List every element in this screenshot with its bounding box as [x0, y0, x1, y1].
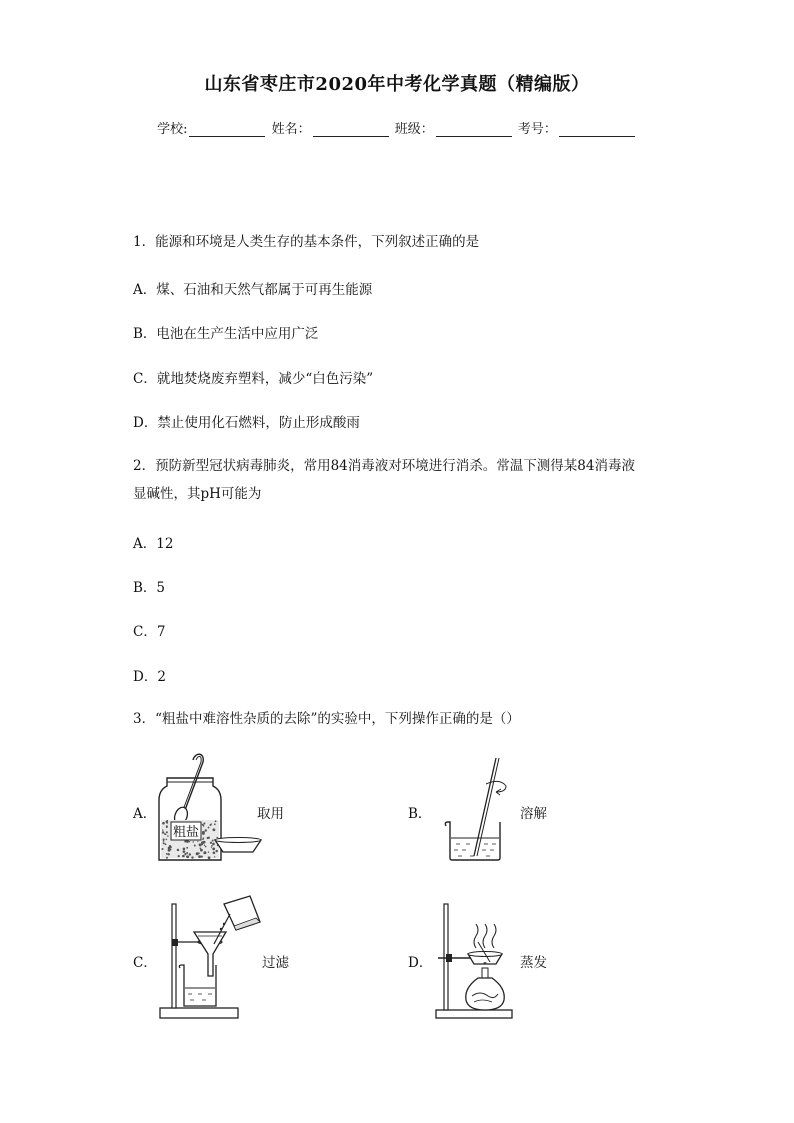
salt-grain	[189, 853, 191, 855]
salt-grain	[212, 843, 215, 846]
evaporation-setup-figure	[434, 902, 516, 1020]
page-title: 山东省枣庄市2020年中考化学真题（精编版）	[204, 74, 590, 95]
salt-grain	[182, 855, 185, 858]
figure-b-letter: B．	[408, 806, 432, 822]
salt-grain	[198, 855, 201, 858]
salt-grain	[212, 848, 215, 851]
question-2-option-a: A．12	[133, 536, 174, 552]
figure-a-caption: 取用	[257, 806, 284, 822]
salt-grain	[216, 837, 218, 839]
beaker-stirring-figure	[440, 752, 520, 864]
salt-grain	[166, 857, 168, 859]
salt-grain	[210, 842, 212, 844]
class-blank[interactable]	[436, 122, 512, 137]
salt-grain	[205, 829, 207, 831]
salt-grain	[186, 852, 188, 854]
salt-grain	[216, 850, 218, 852]
salt-grain	[205, 846, 207, 848]
salt-grain	[162, 831, 164, 833]
salt-grain	[165, 843, 167, 845]
salt-grain	[208, 827, 210, 829]
salt-grain	[168, 853, 170, 855]
salt-grain	[186, 847, 188, 849]
salt-grain	[199, 843, 202, 846]
figure-d-letter: D．	[408, 955, 433, 971]
salt-grain	[197, 841, 198, 842]
name-label: 姓名：	[271, 122, 311, 137]
salt-grain	[191, 856, 193, 858]
salt-grain	[210, 824, 212, 826]
salt-grain	[178, 850, 179, 851]
salt-grain	[214, 856, 215, 857]
salt-grain	[162, 822, 165, 825]
salt-grain	[166, 839, 168, 841]
salt-grain	[186, 840, 189, 843]
class-label: 班级：	[394, 122, 434, 137]
salt-grain	[186, 855, 189, 858]
figure-d-caption: 蒸发	[520, 955, 547, 971]
figure-c-caption: 过滤	[262, 955, 289, 971]
salt-grain	[167, 835, 169, 837]
salt-grain	[211, 847, 212, 848]
salt-grain	[208, 852, 209, 853]
question-1-option-b: B．电池在生产生活中应用广泛	[133, 326, 319, 342]
salt-grain	[166, 831, 168, 833]
question-2-option-c: C．7	[133, 624, 166, 640]
question-1-option-c: C．就地焚烧废弃塑料，减少“白色污染”	[133, 371, 374, 387]
student-info-line	[0, 118, 794, 137]
salt-grain	[166, 820, 168, 822]
salt-grain	[204, 845, 205, 846]
salt-grain	[214, 823, 216, 825]
salt-grain	[202, 824, 204, 826]
salt-grain	[193, 841, 194, 842]
bottle-label: 粗盐	[172, 825, 200, 840]
salt-grain	[162, 829, 163, 830]
salt-grain	[183, 848, 186, 851]
salt-grain	[163, 842, 165, 844]
salt-grain	[163, 838, 165, 840]
salt-bottle-spoon-figure	[155, 752, 265, 864]
exam-number-blank[interactable]	[559, 122, 635, 137]
question-2-stem-line2: 显碱性，其pH可能为	[133, 486, 262, 502]
salt-grain	[203, 823, 205, 825]
salt-grain	[166, 826, 167, 827]
salt-grain	[215, 820, 217, 822]
figure-b-caption: 溶解	[520, 806, 547, 822]
salt-grain	[203, 851, 206, 854]
salt-grain	[207, 837, 209, 839]
salt-grain	[196, 852, 199, 855]
question-2-option-b: B．5	[133, 580, 166, 596]
filtration-setup-figure	[158, 896, 262, 1022]
salt-grain	[208, 856, 211, 859]
name-blank[interactable]	[313, 122, 389, 137]
school-blank[interactable]	[189, 122, 265, 137]
salt-grain	[162, 848, 164, 850]
salt-grain	[203, 841, 206, 844]
salt-grain	[169, 845, 171, 847]
salt-grain	[178, 855, 180, 857]
salt-grain	[200, 849, 203, 852]
question-1-option-d: D．禁止使用化石燃料，防止形成酸雨	[133, 415, 360, 431]
question-3-stem: 3．“粗盐中难溶性杂质的去除”的实验中，下列操作正确的是（）	[133, 711, 520, 727]
salt-grain	[183, 850, 186, 853]
salt-grain	[213, 852, 216, 855]
salt-grain	[211, 845, 213, 847]
figure-c-letter: C．	[133, 955, 157, 971]
salt-grain	[202, 831, 205, 834]
salt-grain	[166, 853, 168, 855]
salt-grain	[212, 840, 214, 842]
salt-grain	[213, 828, 216, 831]
question-2-option-d: D．2	[133, 669, 166, 685]
salt-grain	[164, 833, 166, 835]
salt-grain	[194, 845, 196, 847]
exam-number-label: 考号：	[517, 122, 557, 137]
figure-a-letter: A．	[133, 806, 157, 822]
salt-grain	[189, 841, 190, 842]
question-1-option-a: A．煤、石油和天然气都属于可再生能源	[133, 282, 373, 298]
salt-grain	[203, 837, 205, 839]
salt-grain	[184, 853, 186, 855]
question-2-stem-line1: 2．预防新型冠状病毒肺炎，常用84消毒液对环境进行消杀。常温下测得某84消毒液	[133, 458, 635, 474]
school-label: 学校:	[157, 122, 188, 137]
question-1-stem: 1．能源和环境是人类生存的基本条件，下列叙述正确的是	[133, 234, 480, 250]
